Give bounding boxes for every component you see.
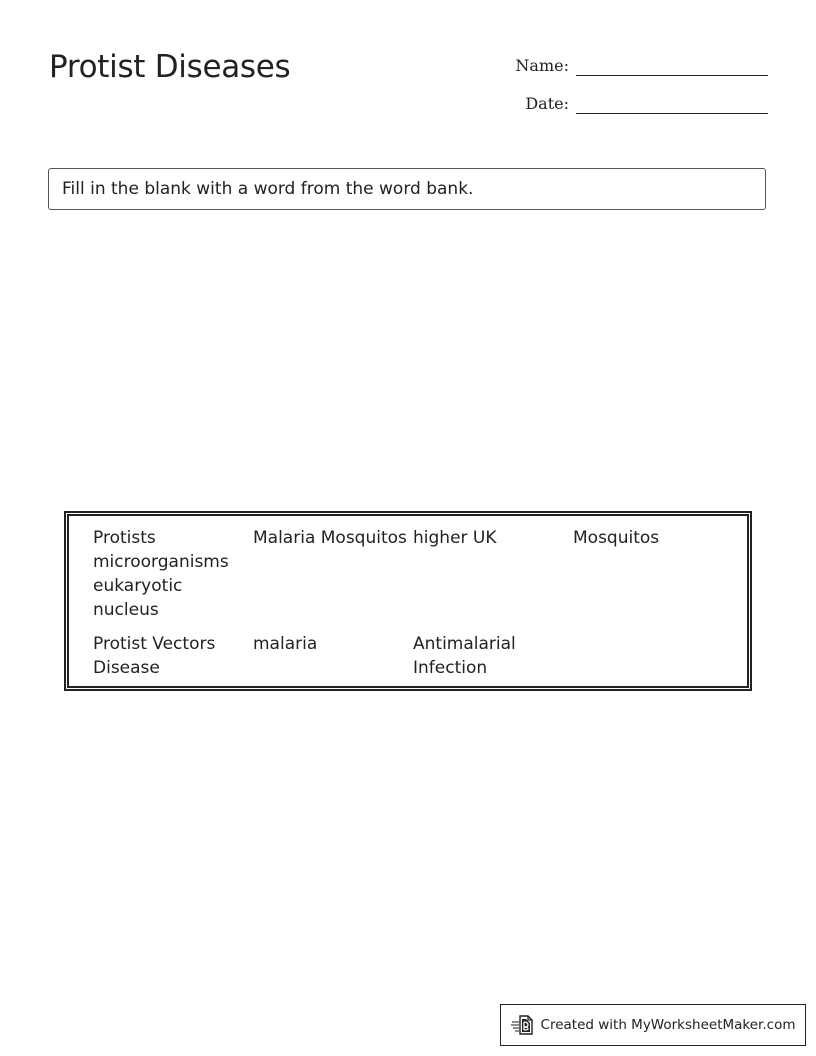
- instructions-box: Fill in the blank with a word from the word bank.: [48, 168, 766, 210]
- date-field-row: [509, 91, 768, 114]
- word-bank-item: Protist Vectors Disease: [93, 634, 216, 678]
- date-blank-line[interactable]: [576, 91, 768, 114]
- word-bank-item: higher UK: [413, 528, 497, 548]
- worksheet-maker-logo-icon: [511, 1014, 535, 1036]
- word-bank-item: Mosquitos: [573, 528, 660, 548]
- date-label: Date:: [525, 94, 569, 113]
- name-blank-line[interactable]: [576, 53, 768, 76]
- word-bank-item: Antimalarial Infection: [413, 634, 516, 678]
- name-label: Name:: [515, 56, 569, 75]
- word-bank-item: Protists microorganisms eukaryotic nucleus: [93, 528, 229, 620]
- word-bank-item: malaria: [253, 634, 318, 654]
- word-bank-box: [64, 511, 752, 691]
- name-field-row: [509, 53, 768, 76]
- word-bank-item: Malaria Mosquitos: [253, 528, 407, 548]
- word-bank-grid: [93, 526, 733, 680]
- worksheet-title: Protist Diseases: [49, 49, 291, 85]
- footer-credit-badge[interactable]: [500, 1004, 806, 1046]
- footer-credit-text: Created with MyWorksheetMaker.com: [540, 1017, 796, 1033]
